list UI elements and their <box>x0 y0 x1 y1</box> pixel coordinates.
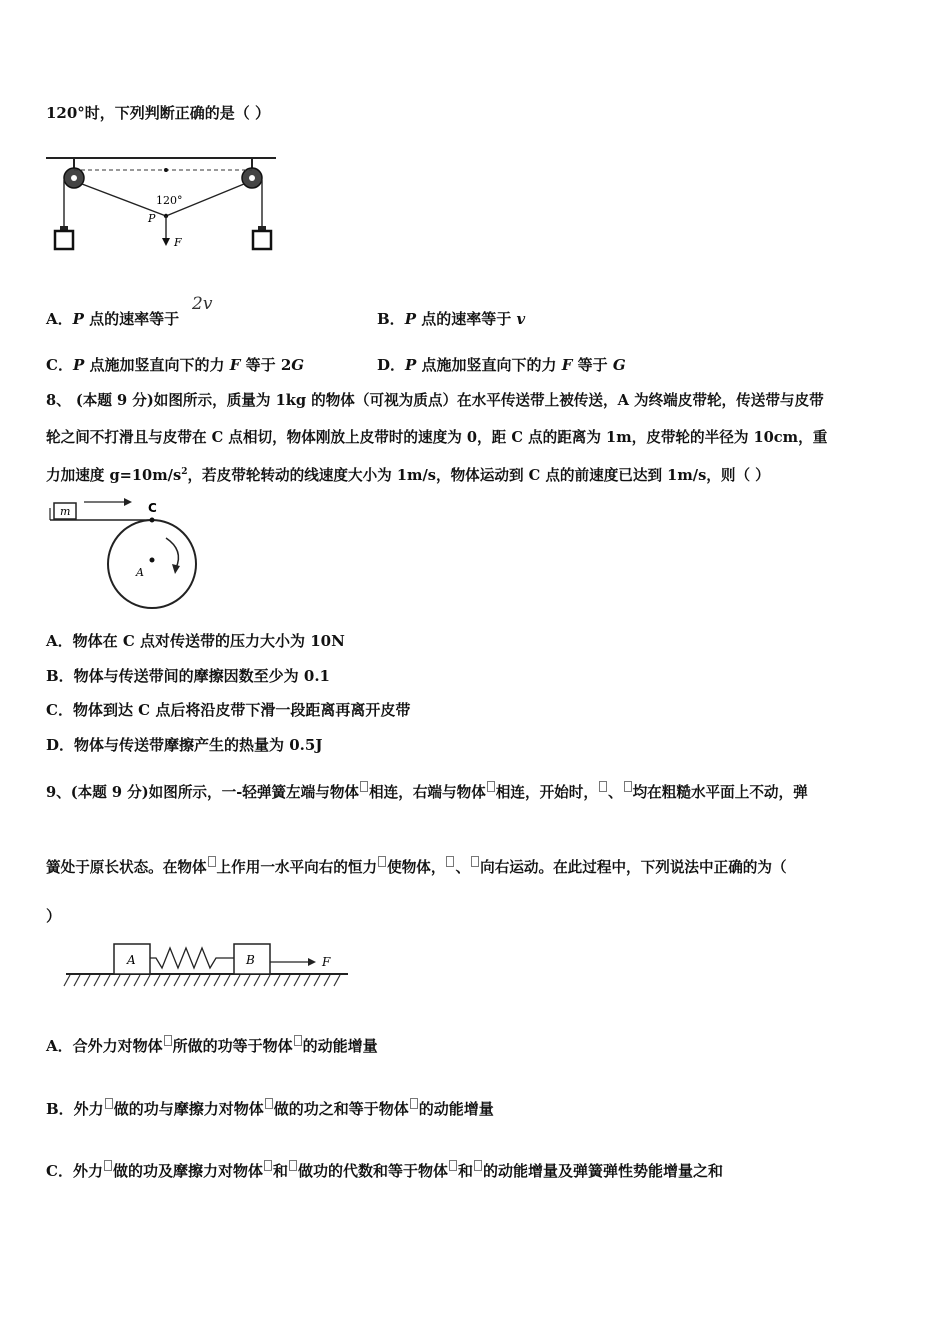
q7-option-b[interactable]: B．P 点的速率等于 v <box>377 310 526 328</box>
mass-label: m <box>60 505 71 518</box>
left-pulley-icon <box>64 168 84 188</box>
rotation-arrow-icon <box>172 564 180 574</box>
right-pulley-icon <box>242 168 262 188</box>
force-f-label: F <box>174 236 182 249</box>
q7-option-a-value: 2v <box>192 294 213 314</box>
center-a-label: A <box>136 566 144 579</box>
q7-pulley-figure <box>44 142 284 262</box>
spring-icon <box>150 948 234 968</box>
q9-spring-figure <box>56 938 376 1002</box>
point-c-label: C <box>148 501 157 515</box>
angle-label: 120° <box>156 194 183 207</box>
ground-hatch <box>64 975 340 986</box>
q7-option-a[interactable]: A．P 点的速率等于 <box>46 310 180 328</box>
q8-stem-line-2: 轮之间不打滑且与皮带在 C 点相切，物体刚放上皮带时的速度为 0，距 C 点的距离为 1m，皮带轮的半径为 10cm，重 <box>46 429 828 446</box>
q8-conveyor-figure <box>44 494 204 610</box>
q9-option-c[interactable]: C．外力 做的功及摩擦力对物体 和 做功的代数和等于物体 和 的动能增量及弹簧弹性势能增量之和 <box>46 1162 724 1180</box>
q9-option-a[interactable]: A．合外力对物体 所做的功等于物体 的动能增量 <box>46 1037 378 1055</box>
q7-option-d[interactable]: D．P 点施加竖直向下的力 F 等于 G <box>377 356 626 374</box>
q8-option-b[interactable]: B．物体与传送带间的摩擦因数至少为 0.1 <box>46 667 330 685</box>
point-p-label: P <box>148 212 156 225</box>
q9-option-b[interactable]: B．外力 做的功与摩擦力对物体 做的功之和等于物体 的动能增量 <box>46 1100 494 1118</box>
block-a-label: A <box>127 953 136 967</box>
q7-stem-tail: 120°时，下列判断正确的是（ ） <box>46 104 271 122</box>
block-b-label: B <box>246 953 255 967</box>
q8-option-d[interactable]: D．物体与传送带摩擦产生的热量为 0.5J <box>46 736 323 754</box>
q8-option-c[interactable]: C．物体到达 C 点后将沿皮带下滑一段距离再离开皮带 <box>46 701 411 719</box>
q9-stem-line-2: 簧处于原长状态。在物体 上作用一水平向右的恒力 使物体， 、 向右运动。在此过程中，下列说法中正确的为（ <box>46 856 787 877</box>
q9-stem-line-3: ） <box>46 907 62 925</box>
q8-stem-line-3: 力加速度 $g=10m/s^2$，若皮带轮转动的线速度大小为 1m/s，物体运动到 C 点的前速度已达到 1m/s，则（ ） <box>46 467 770 484</box>
right-weight-icon <box>253 226 271 249</box>
q7-option-c[interactable]: C．P 点施加竖直向下的力 F 等于 2G <box>46 356 305 374</box>
q8-option-a[interactable]: A．物体在 C 点对传送带的压力大小为 10N <box>46 632 345 650</box>
q9-stem-line-1: 9、(本题 9 分)如图所示，一-轻弹簧左端与物体 相连，右端与物体 相连，开始时， 、 均在粗糙水平面上不动，弹 <box>46 781 808 802</box>
force-f-label-q9: F <box>322 955 331 969</box>
q8-stem-line-1: 8、 (本题 9 分)如图所示，质量为 1kg 的物体（可视为质点）在水平传送带上被传送，A 为终端皮带轮，传送带与皮带 <box>46 392 824 409</box>
left-weight-icon <box>55 226 73 249</box>
